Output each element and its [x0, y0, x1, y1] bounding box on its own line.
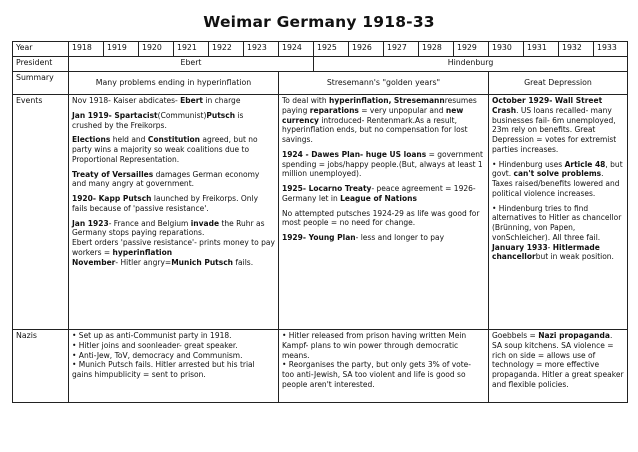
event-key: Jan 1919- Spartacist	[72, 110, 158, 120]
event-text: , but govt.	[492, 159, 623, 179]
year-cell: 1918	[69, 42, 104, 57]
event-key: new currency	[282, 105, 464, 125]
event-text: introduced- Rentenmark.As a result, hyperinflation ends, but no compensation for lost savings.	[282, 115, 468, 144]
event-text: (Communist)	[157, 110, 207, 120]
event-key: October 1929- Wall Street Crash	[492, 96, 603, 115]
page-title: Weimar Germany 1918-33	[203, 13, 435, 31]
president-ebert: Ebert	[69, 57, 314, 72]
nazis-period2	[279, 330, 489, 403]
event-key: 1920- Kapp Putsch	[72, 194, 152, 203]
events-period3	[489, 95, 628, 330]
event-key: 1925- Locarno Treaty	[282, 184, 372, 193]
event-text: held and	[110, 135, 148, 145]
event-text: fails.	[233, 257, 254, 267]
event-key: hyperinflation,	[329, 96, 392, 105]
list-item: • Munich Putsch fails. Hitler arrested but his trial gains himpublicity = sent to prison.	[72, 360, 255, 379]
year-cell: 1932	[559, 42, 594, 57]
event-text: launched by Freikorps. Only fails because of 'passive resistance'.	[72, 194, 259, 213]
nazis-period1	[69, 330, 279, 403]
year-cell: 1929	[454, 42, 489, 57]
event-key: Stresemann	[393, 96, 445, 105]
event-text: but in weak position.	[535, 252, 614, 262]
event-key: 1924 - Dawes Plan- huge US loans	[282, 149, 427, 159]
event-key: Constitution	[147, 135, 201, 145]
year-cell: 1924	[279, 42, 314, 57]
summary-period2: Stresemann's "golden years"	[279, 72, 489, 95]
event-key: January 1933	[492, 242, 548, 252]
list-item: • Set up as anti-Communist party in 1918.	[72, 331, 232, 340]
nazi-text: . SA soup kitchens. SA violence = rich on side = allows use of technology = more effective propaganda. Hitler a great speaker and flexible policies.	[492, 331, 624, 389]
event-text: the Ruhr as Germany stops paying reparations.	[72, 218, 265, 238]
event-text: . US loans recalled- many businesses fail- 6m unemployed, 23m rely on benefits. Great Depression = votes for extremist parties increases.	[492, 105, 617, 154]
summary-period3: Great Depression	[489, 72, 628, 95]
row-label-nazis: Nazis	[13, 330, 69, 403]
year-cell: 1926	[349, 42, 384, 57]
event-text: • Hindenburg uses	[492, 159, 565, 169]
event-text: damages German economy and many angry at government.	[72, 169, 260, 189]
year-cell: 1925	[314, 42, 349, 57]
event-key: Article 48	[564, 159, 606, 169]
event-text: agreed, but no party wins a majority so weak coalitions due to Proportional Representation.	[72, 135, 258, 164]
event-text: No attempted putsches 1924-29 as life was good for most people = no need for change.	[282, 208, 480, 228]
event-text: = very unpopular and	[358, 105, 446, 115]
event-key: reparations	[309, 105, 359, 115]
nazi-key: Nazi propaganda	[538, 331, 610, 340]
event-key: can't solve problems	[513, 169, 602, 179]
list-item: • Reorganises the party, but only gets 3% of vote- too anti-Jewish, SA too violent and life is good so people aren't interested.	[282, 360, 472, 389]
year-cell: 1928	[419, 42, 454, 57]
events-row	[13, 95, 628, 330]
event-key: League of Nations	[340, 193, 417, 203]
year-cell: 1931	[524, 42, 559, 57]
event-text: • Hindenburg tries to find alternatives to Hitler as chancellor (Brünning, von Papen, vonSchleicher). All three fail.	[492, 203, 622, 242]
year-cell: 1930	[489, 42, 524, 57]
event-key: Munich Putsch	[171, 257, 233, 267]
year-cell: 1922	[209, 42, 244, 57]
president-row	[13, 57, 628, 72]
row-label-president: President	[13, 57, 69, 72]
event-key: Elections	[72, 135, 111, 145]
president-hindenburg: Hindenburg	[314, 57, 628, 72]
event-text: - less and longer to pay	[355, 233, 445, 242]
event-text: resumes paying	[282, 96, 477, 115]
year-cell: 1927	[384, 42, 419, 57]
event-text: - Hitler angry=	[115, 257, 172, 267]
event-key: invade	[190, 218, 220, 228]
year-cell: 1923	[244, 42, 279, 57]
row-label-year: Year	[13, 42, 69, 57]
year-cell: 1921	[174, 42, 209, 57]
list-item: • Anti-Jew, ToV, democracy and Communism.	[72, 350, 243, 360]
event-key: Ebert	[180, 96, 204, 105]
event-text: in charge	[205, 96, 241, 105]
event-text: . Taxes raised/benefits lowered and political violence increases.	[492, 169, 620, 198]
list-item: • Hitler joins and soonleader- great speaker.	[72, 340, 238, 350]
event-key: Treaty of Versailles	[72, 169, 154, 179]
nazis-period3	[489, 330, 628, 403]
event-text: is crushed by the Freikorps.	[72, 110, 244, 130]
event-key: Jan 1923	[72, 218, 109, 228]
event-text: - France and Belgium	[108, 218, 191, 228]
events-period2	[279, 95, 489, 330]
event-text: - Kaiser abdicates-	[108, 96, 181, 105]
year-cell: 1933	[594, 42, 628, 57]
summary-row	[13, 72, 628, 95]
nazi-text: Goebbels =	[492, 331, 539, 340]
events-period1	[69, 95, 279, 330]
event-text: Ebert orders 'passive resistance'- prints money to pay workers =	[72, 238, 275, 257]
event-text: -	[547, 242, 553, 252]
event-text: - peace agreement = 1926- Germany let in	[282, 184, 476, 203]
event-date: Nov 1918	[72, 96, 109, 105]
row-label-summary: Summary	[13, 72, 69, 95]
event-key: Hitlermade chancellor	[492, 242, 600, 262]
event-key: Putsch	[206, 110, 236, 120]
event-key: 1929- Young Plan	[282, 233, 356, 242]
year-row	[13, 42, 628, 57]
event-key: hyperinflation	[112, 247, 173, 257]
timeline-table	[12, 41, 628, 403]
event-text: = government spending = jobs/happy people.(But, always at least 1 million unemployed).	[282, 149, 483, 179]
summary-period1: Many problems ending in hyperinflation	[69, 72, 279, 95]
year-cell: 1920	[139, 42, 174, 57]
event-key: November	[72, 257, 116, 267]
year-cell: 1919	[104, 42, 139, 57]
nazis-row	[13, 330, 628, 403]
event-text: To deal with	[282, 96, 330, 105]
row-label-events: Events	[13, 95, 69, 330]
list-item: • Hitler released from prison having written Mein Kampf- plans to win power through democratic means.	[282, 331, 467, 360]
